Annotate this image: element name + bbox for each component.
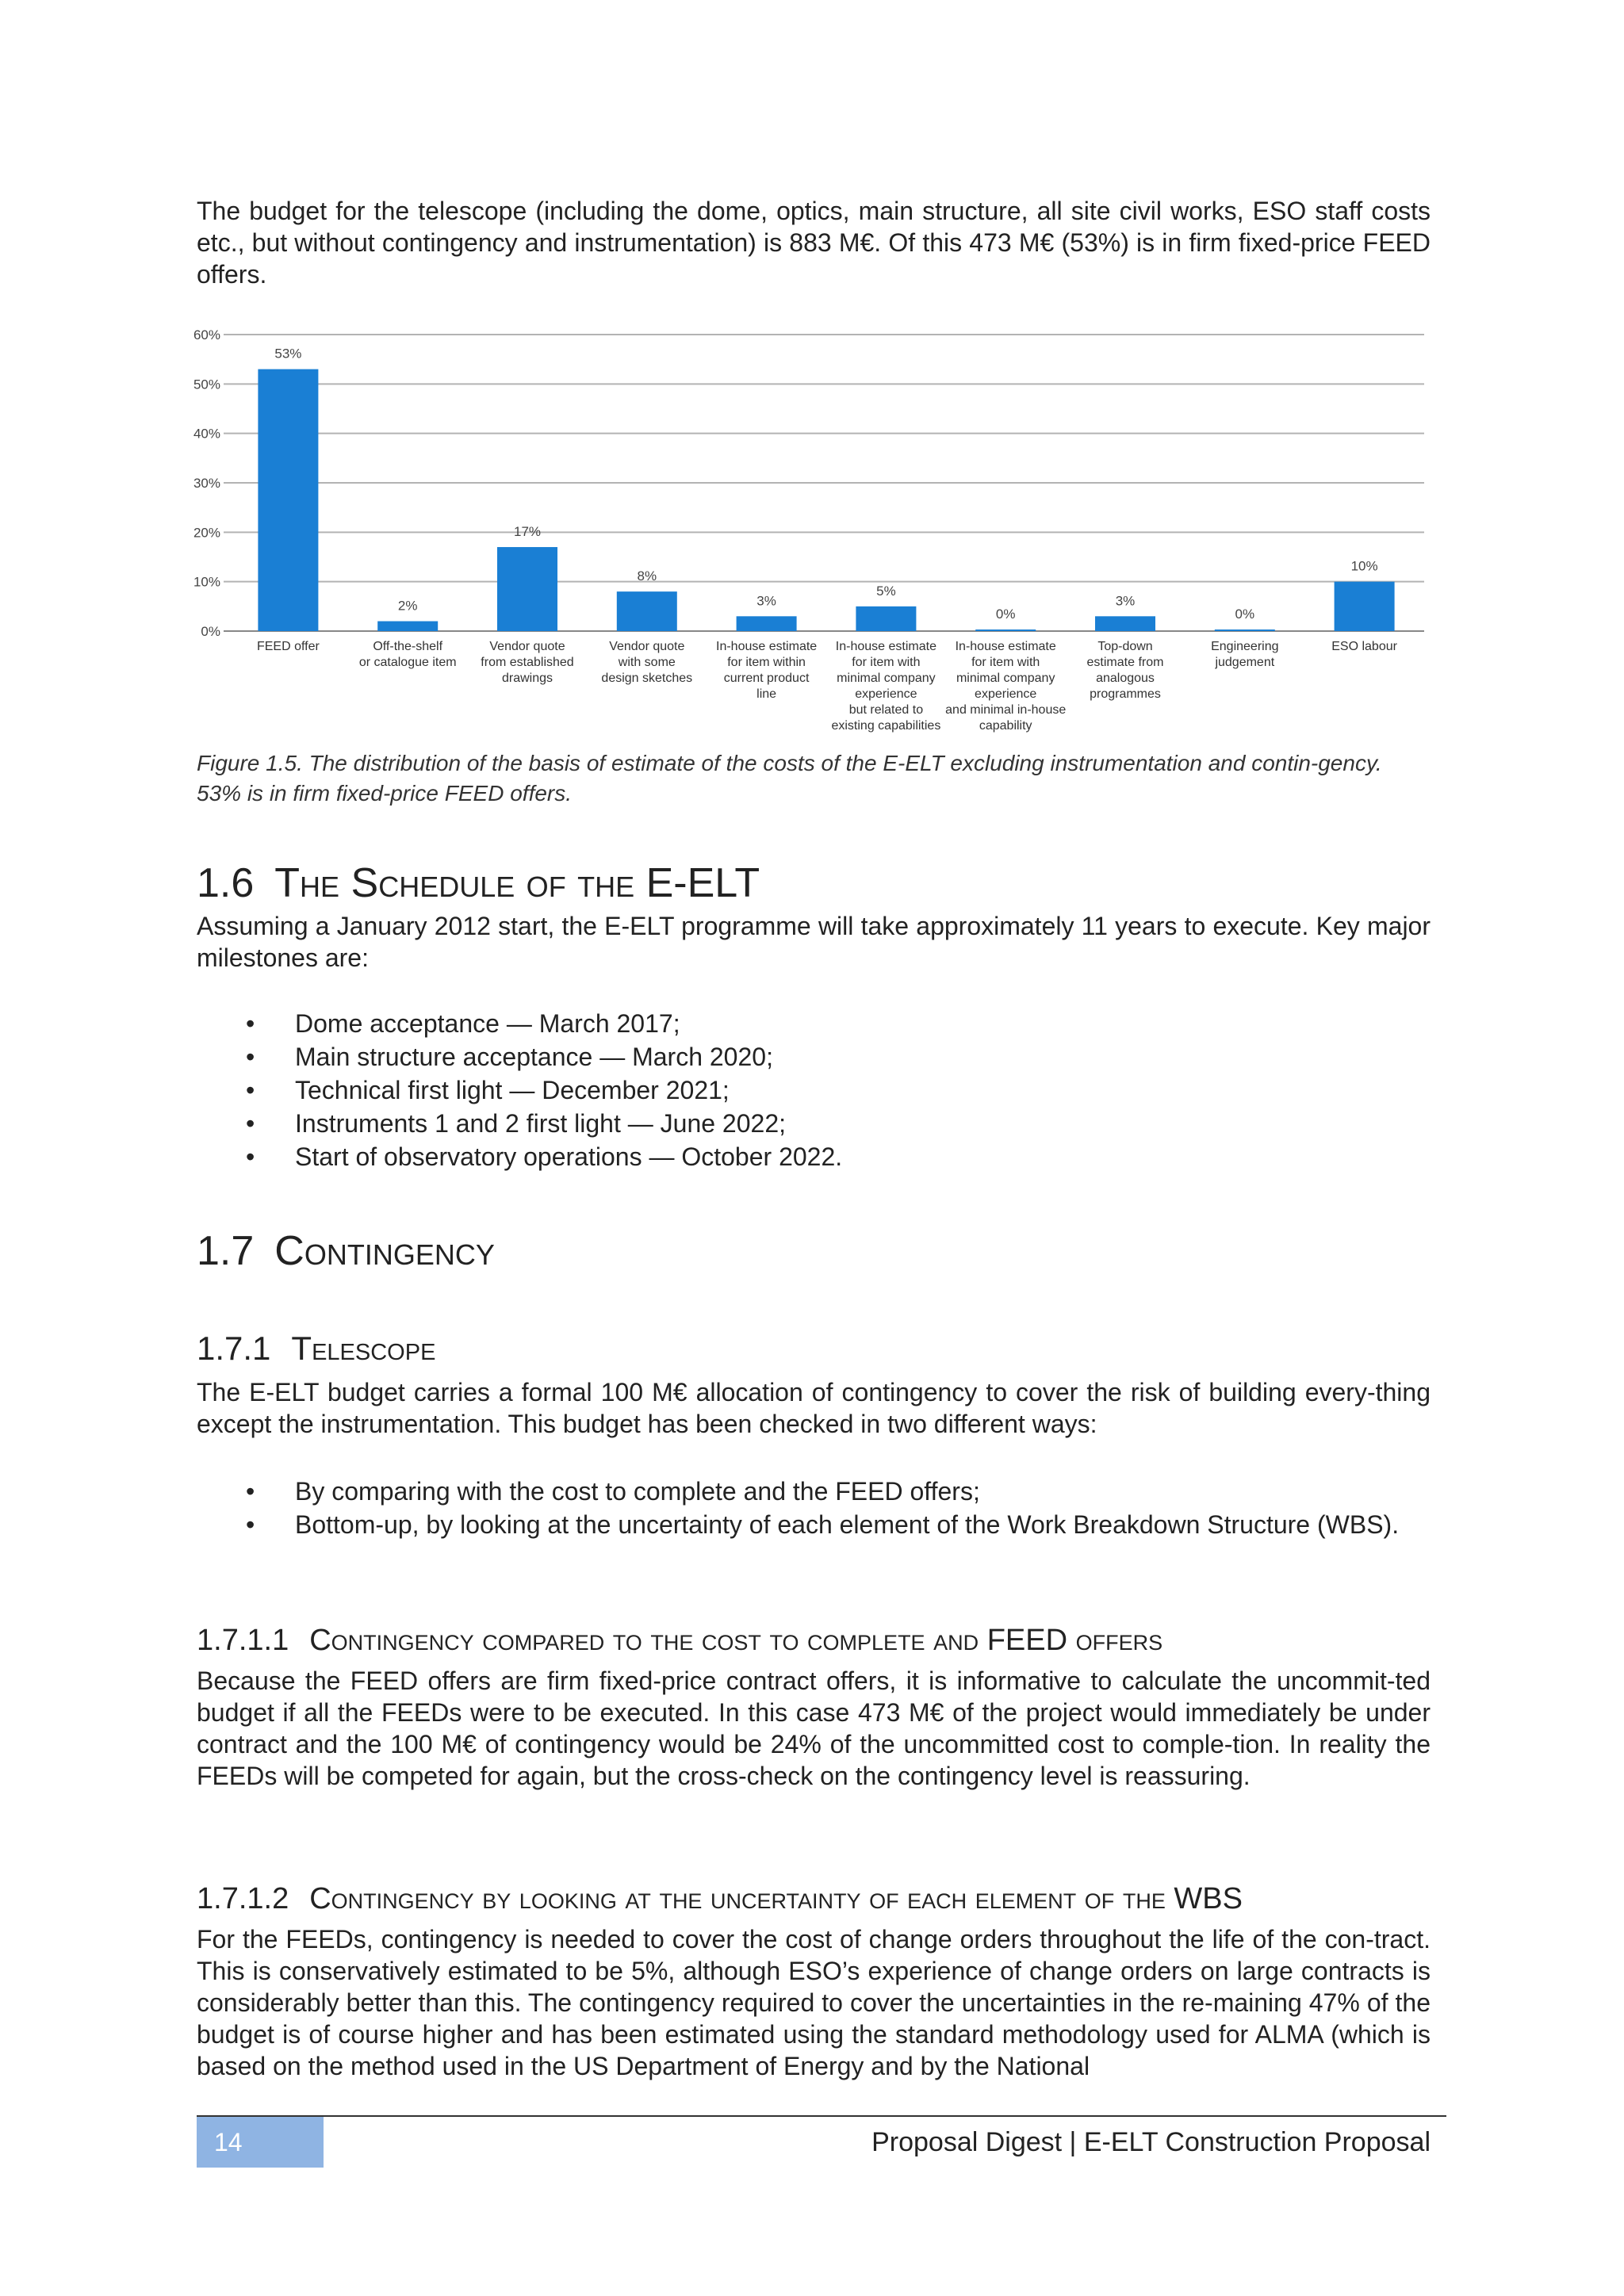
y-tick-label: 0% [201, 624, 220, 639]
y-tick-label: 40% [193, 426, 220, 442]
telescope-paragraph: The E-ELT budget carries a formal 100 M€ allocation of contingency to cover the risk of building every-thing except the instrumentation. This budget has been checked in two different ways: [197, 1378, 1431, 1438]
list-item: • Start of observatory operations — October 2022. [197, 1140, 1431, 1173]
data-label: 0% [1235, 607, 1255, 622]
y-tick-label: 60% [193, 327, 220, 342]
x-tick-label: Vendor quote [489, 640, 565, 653]
x-tick-label: experience [975, 687, 1037, 701]
section-title: Contingency by looking at the uncertainty of each element of the WBS [309, 1882, 1243, 1915]
y-tick-label: 20% [193, 525, 220, 541]
footer-rule [197, 2115, 1446, 2117]
footer-title: Proposal Digest | E-ELT Construction Proposal [871, 2127, 1431, 2157]
x-tick-label: capability [979, 719, 1032, 733]
data-label: 3% [756, 593, 776, 609]
x-tick-label: In-house estimate [835, 640, 936, 653]
section-1-6-heading [197, 859, 760, 907]
x-tick-label: In-house estimate [716, 640, 818, 653]
x-tick-label: or catalogue item [358, 656, 457, 669]
x-tick-label: for item within [727, 656, 806, 669]
section-1-7-1-heading [197, 1329, 435, 1368]
check-methods-list [197, 1475, 1431, 1541]
x-tick-label: experience [855, 687, 917, 701]
x-tick-label: for item with [971, 656, 1040, 669]
x-tick-label: line [756, 687, 777, 701]
section-number: 1.7 [197, 1228, 255, 1274]
section-1-7-heading [197, 1227, 495, 1275]
page-number: 14 [197, 2117, 324, 2168]
x-tick-label: Engineering [1211, 640, 1279, 653]
section-number: 1.7.1.1 [197, 1624, 289, 1657]
data-label: 5% [876, 583, 896, 599]
section-number: 1.7.1.2 [197, 1882, 289, 1915]
x-tick-label: drawings [501, 672, 553, 685]
x-tick-label: programmes [1090, 687, 1161, 701]
list-item: • By comparing with the cost to complete and the FEED offers; [197, 1475, 1431, 1508]
y-tick-label: 50% [193, 377, 220, 392]
x-tick-label: with some [618, 656, 676, 669]
bar [1215, 629, 1275, 631]
data-label: 3% [1115, 593, 1136, 609]
section-1-7-1-1-heading [197, 1622, 1162, 1659]
milestones-list [197, 1007, 1431, 1173]
y-tick-label: 10% [193, 574, 220, 590]
x-tick-label: design sketches [601, 672, 693, 685]
bar [975, 629, 1036, 631]
data-label: 8% [637, 568, 657, 584]
section-title: The Schedule of the E-ELT [274, 860, 760, 906]
bar [1095, 616, 1155, 631]
bar [617, 591, 677, 631]
wbs-contingency-paragraph: For the FEEDs, contingency is needed to cover the cost of change orders throughout the life of the con-tract. This is conservatively estimated to be 5%, although ESO’s experience of change orders on large contracts is considerably better than this. The contingency required to cover the uncertainties in the re-maining 47% of the budget is of course higher and has been estimated using the standard methodology used for ALMA (which is based on the method used in the US Department of Energy and by the National [197, 1925, 1431, 2080]
figure-caption: Figure 1.5. The distribution of the basis of estimate of the costs of the E-ELT excluding instrumentation and contin-gency. 53% is in firm fixed-price FEED offers. [197, 751, 1382, 806]
x-tick-label: current product [723, 672, 810, 685]
x-tick-label: analogous [1096, 672, 1155, 685]
section-title: Telescope [291, 1330, 436, 1367]
section-number: 1.7.1 [197, 1330, 271, 1367]
section-1-7-1-2-heading [197, 1881, 1243, 1917]
data-label: 0% [995, 607, 1016, 622]
x-tick-label: ESO labour [1331, 640, 1397, 653]
bar [377, 622, 438, 631]
x-tick-label: from established [481, 656, 574, 669]
data-label: 53% [274, 346, 302, 362]
y-tick-label: 30% [193, 476, 220, 491]
section-title: Contingency [274, 1228, 495, 1274]
basis-of-estimate-bar-chart [190, 317, 1435, 745]
x-tick-label: for item with [852, 656, 921, 669]
bar [258, 369, 318, 631]
x-tick-label: judgement [1215, 656, 1275, 669]
intro-paragraph: The budget for the telescope (including the dome, optics, main structure, all site civil works, ESO staff costs etc., but without contingency and instrumentation) is 883 M€. Of this 473 M€ (53%) is in firm fixed-price FEED offers. [197, 197, 1431, 289]
bar [1335, 582, 1395, 631]
x-tick-label: In-house estimate [955, 640, 1056, 653]
x-tick-label: but related to [848, 703, 924, 717]
section-title: Contingency compared to the cost to complete and FEED offers [309, 1624, 1163, 1657]
x-tick-label: minimal company [837, 672, 936, 685]
list-item: • Instruments 1 and 2 first light — June 2022; [197, 1107, 1431, 1140]
x-tick-label: Vendor quote [609, 640, 685, 653]
x-tick-label: estimate from [1086, 656, 1164, 669]
x-tick-label: Off-the-shelf [373, 640, 443, 653]
x-tick-label: and minimal in-house [945, 703, 1067, 717]
list-item: • Main structure acceptance — March 2020; [197, 1040, 1431, 1073]
bar [856, 607, 916, 631]
schedule-intro-paragraph: Assuming a January 2012 start, the E-ELT programme will take approximately 11 years to execute. Key major milestones are: [197, 912, 1431, 972]
data-label: 2% [397, 598, 418, 614]
data-label: 17% [513, 524, 542, 540]
x-tick-label: minimal company [956, 672, 1055, 685]
bar [497, 547, 557, 631]
feed-contingency-paragraph: Because the FEED offers are firm fixed-price contract offers, it is informative to calculate the uncommit-ted budget if all the FEEDs were to be executed. In this case 473 M€ of the project would immediately be under contract and the 100 M€ of contingency would be 24% of the uncommitted cost to comple-tion. In reality the FEEDs will be competed for again, but the cross-check on the contingency level is reassuring. [197, 1667, 1431, 1790]
x-tick-label: Top-down [1097, 640, 1153, 653]
bar [737, 616, 797, 631]
list-item: • Technical first light — December 2021; [197, 1073, 1431, 1107]
data-label: 10% [1350, 558, 1378, 574]
x-tick-label: existing capabilities [831, 719, 941, 733]
list-item: • Bottom-up, by looking at the uncertainty of each element of the Work Breakdown Structure (WBS). [197, 1508, 1431, 1541]
x-tick-label: FEED offer [256, 640, 320, 653]
section-number: 1.6 [197, 860, 255, 906]
list-item: • Dome acceptance — March 2017; [197, 1007, 1431, 1040]
